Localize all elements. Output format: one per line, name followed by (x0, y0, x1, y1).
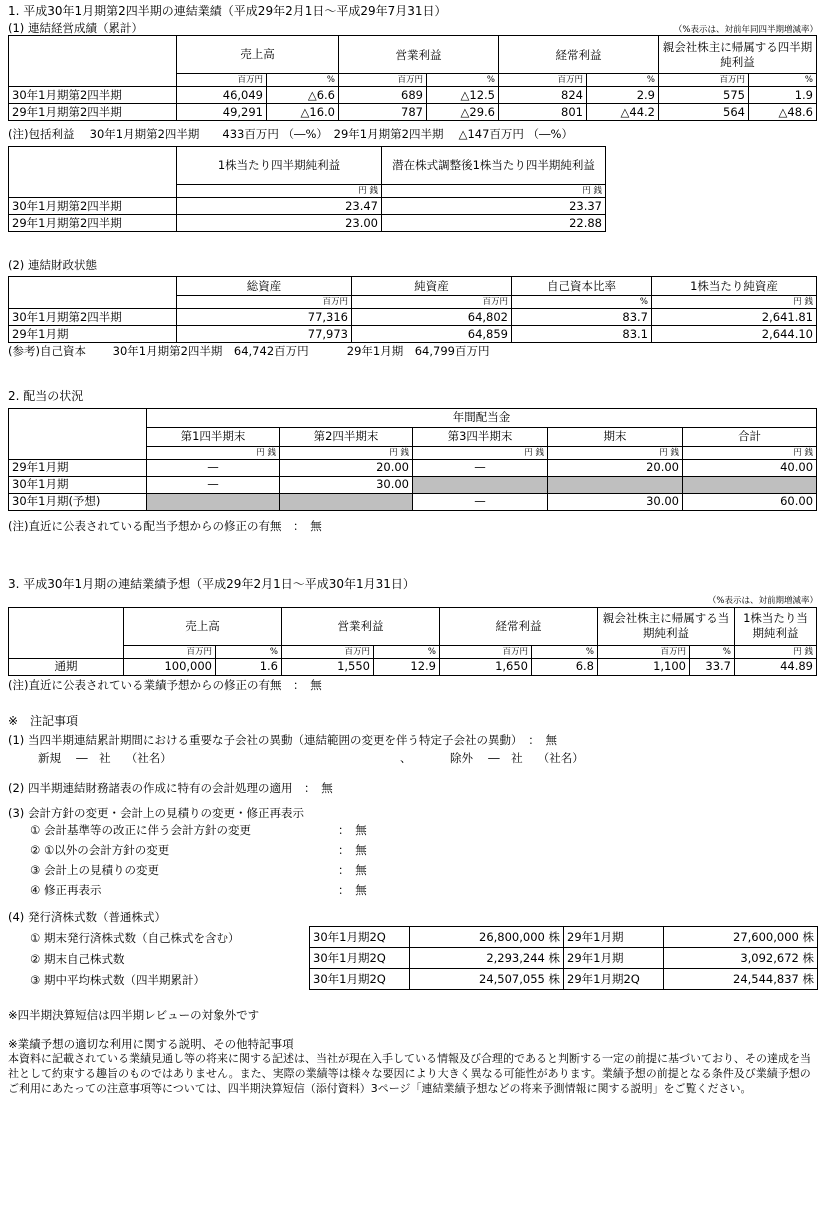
col-net-income: 親会社株主に帰属する当期純利益 (598, 607, 735, 645)
unit: 円 銭 (735, 645, 817, 658)
table-row: 29年1月期 — 20.00 — 20.00 40.00 (9, 459, 817, 476)
table-row: 30年1月期2Q 2,293,244 株 29年1月期 3,092,672 株 (310, 948, 818, 969)
shares-table (309, 926, 818, 990)
equity-reference: (参考)自己資本 30年1月期第2四半期 64,742百万円 29年1月期 64,799百万円 (8, 344, 490, 359)
section1-title: 1. 平成30年1月期第2四半期の連結業績（平成29年2月1日～平成29年7月31日） (8, 4, 447, 18)
note-subsidiary: (1) 当四半期連結累計期間における重要な子会社の異動（連結範囲の変更を伴う特定子会社の異動） ： 無 (8, 732, 557, 747)
unit: % (216, 645, 282, 658)
unit: 百万円 (124, 645, 216, 658)
table-row: 30年1月期2Q 26,800,000 株 29年1月期 27,600,000 株 (310, 927, 818, 948)
policy-change-list (8, 820, 818, 900)
unit: 円 銭 (147, 446, 280, 459)
list-item: ④ 修正再表示 ： 無 (30, 883, 367, 897)
col-q2-end: 第2四半期末 (280, 427, 413, 446)
col-total: 合計 (683, 427, 817, 446)
table-row: 30年1月期第2四半期 46,049 △6.6 689 △12.5 824 2.9 575 1.9 (9, 87, 817, 104)
unit: 円 銭 (382, 184, 606, 197)
unit: 円 銭 (683, 446, 817, 459)
separator: 、 (400, 751, 412, 766)
note-subsidiary-detail (8, 751, 818, 767)
col-eps: 1株当たり当期純利益 (735, 607, 817, 645)
note-special-accounting: (2) 四半期連結財務諸表の作成に特有の会計処理の適用 ： 無 (8, 781, 333, 796)
notes-title: ※ 注記事項 (8, 713, 79, 728)
col-sales: 売上高 (124, 607, 282, 645)
shares-block (8, 926, 818, 992)
forecast-note: （%表示は、対前期増減率） (707, 595, 818, 606)
unit: % (512, 296, 652, 309)
table-row: 29年1月期第2四半期 23.00 22.88 (9, 214, 606, 231)
col-sales: 売上高 (177, 36, 339, 74)
financial-position-table (8, 276, 817, 343)
dividend-table (8, 408, 817, 511)
unit: % (749, 74, 817, 87)
table-row: 29年1月期第2四半期 49,291 △16.0 787 △29.6 801 △44.2 564 △48.6 (9, 104, 817, 121)
dividend-revision-note: (注)直近に公表されている配当予想からの修正の有無 ： 無 (8, 518, 322, 533)
comprehensive-income-note: (注)包括利益 30年1月期第2四半期 433百万円 （―%） 29年1月期第2四半期 △147百万円 （―%） (8, 127, 573, 142)
shares-label: ③ 期中平均株式数（四半期累計） (30, 973, 205, 988)
list-item: ③ 会計上の見積りの変更 ： 無 (30, 863, 367, 877)
col-operating-income: 営業利益 (282, 607, 440, 645)
excluded-subsidiary: 除外 ― 社 （社名） (450, 751, 584, 766)
col-eps: 1株当たり四半期純利益 (177, 146, 382, 184)
forecast-disclaimer-text: 本資料に記載されている業績見通し等の将来に関する記述は、当社が現在入手している情報及び合理的であると判断する一定の前提に基づいており、その達成を当社として約束する趣旨のものではありません。また、実際の業績等は様々な要因により大きく異なる可能性があります。業績予想の前提となる条件及び業績予想のご利用にあたっての注意事項等については、四半期決算短信（添付資料）3ページ「連結業績予想などの将来予測情報に関する説明」をご覧ください。 (8, 1052, 811, 1096)
forecast-disclaimer-title: ※業績予想の適切な利用に関する説明、その他特記事項 (8, 1036, 294, 1051)
col-bps: 1株当たり純資産 (652, 277, 817, 296)
new-subsidiary: 新規 ― 社 （社名） (38, 751, 172, 766)
unit: 円 銭 (177, 184, 382, 197)
unit: % (374, 645, 440, 658)
financial-position-heading: (2) 連結財政状態 (8, 257, 97, 272)
col-ordinary-income: 経常利益 (440, 607, 598, 645)
unit: 百万円 (440, 645, 532, 658)
unit: 円 銭 (413, 446, 548, 459)
unit: 百万円 (659, 74, 749, 87)
forecast-table (8, 607, 817, 676)
col-net-assets: 純資産 (352, 277, 512, 296)
table-row: 30年1月期第2四半期 23.47 23.37 (9, 197, 606, 214)
unit: 百万円 (282, 645, 374, 658)
unit: 円 銭 (548, 446, 683, 459)
unit: 円 銭 (652, 296, 817, 309)
table-row: 29年1月期 77,973 64,859 83.1 2,644.10 (9, 326, 817, 343)
shares-label: ② 期末自己株式数 (30, 952, 125, 967)
forecast-revision-note: (注)直近に公表されている業績予想からの修正の有無 ： 無 (8, 677, 322, 692)
section3-title: 3. 平成30年1月期の連結業績予想（平成29年2月1日～平成30年1月31日） (8, 576, 415, 591)
col-operating-income: 営業利益 (339, 36, 499, 74)
unit: 百万円 (177, 74, 267, 87)
note-shares: (4) 発行済株式数（普通株式） (8, 910, 166, 924)
unit: % (532, 645, 598, 658)
col-total-assets: 総資産 (177, 277, 352, 296)
annual-dividend-header: 年間配当金 (147, 408, 817, 427)
col-q1-end: 第1四半期末 (147, 427, 280, 446)
unit: % (427, 74, 499, 87)
blank-header (9, 36, 177, 74)
col-q3-end: 第3四半期末 (413, 427, 548, 446)
unit: 円 銭 (280, 446, 413, 459)
operating-results-note: （%表示は、対前年同四半期増減率） (673, 24, 818, 35)
list-item: ② ①以外の会計方針の変更 ： 無 (30, 843, 367, 857)
unit: 百万円 (598, 645, 690, 658)
unit: % (690, 645, 735, 658)
table-row: 30年1月期(予想) — 30.00 60.00 (9, 493, 817, 510)
unit: 百万円 (499, 74, 587, 87)
eps-table (8, 146, 606, 232)
unit: 百万円 (177, 296, 352, 309)
unit: 百万円 (352, 296, 512, 309)
unit: % (267, 74, 339, 87)
col-net-income: 親会社株主に帰属する四半期純利益 (659, 36, 817, 74)
shares-label: ① 期末発行済株式数（自己株式を含む） (30, 931, 240, 946)
operating-results-heading: (1) 連結経営成績（累計） (8, 21, 143, 35)
col-equity-ratio: 自己資本比率 (512, 277, 652, 296)
unit: 百万円 (339, 74, 427, 87)
table-row: 30年1月期 — 30.00 (9, 476, 817, 493)
list-item: ① 会計基準等の改正に伴う会計方針の変更 ： 無 (30, 823, 367, 837)
document-page (8, 4, 818, 1096)
note-policy-changes: (3) 会計方針の変更・会計上の見積りの変更・修正再表示 (8, 805, 304, 820)
unit: % (587, 74, 659, 87)
table-row: 30年1月期2Q 24,507,055 株 29年1月期2Q 24,544,837 株 (310, 969, 818, 990)
section2-title: 2. 配当の状況 (8, 388, 84, 403)
col-diluted-eps: 潜在株式調整後1株当たり四半期純利益 (382, 146, 606, 184)
col-ordinary-income: 経常利益 (499, 36, 659, 74)
col-fy-end: 期末 (548, 427, 683, 446)
table-row: 30年1月期第2四半期 77,316 64,802 83.7 2,641.81 (9, 309, 817, 326)
review-note: ※四半期決算短信は四半期レビューの対象外です (8, 1008, 260, 1023)
operating-results-table (8, 35, 817, 121)
table-row: 通期 100,000 1.6 1,550 12.9 1,650 6.8 1,100 33.7 44.89 (9, 658, 817, 675)
